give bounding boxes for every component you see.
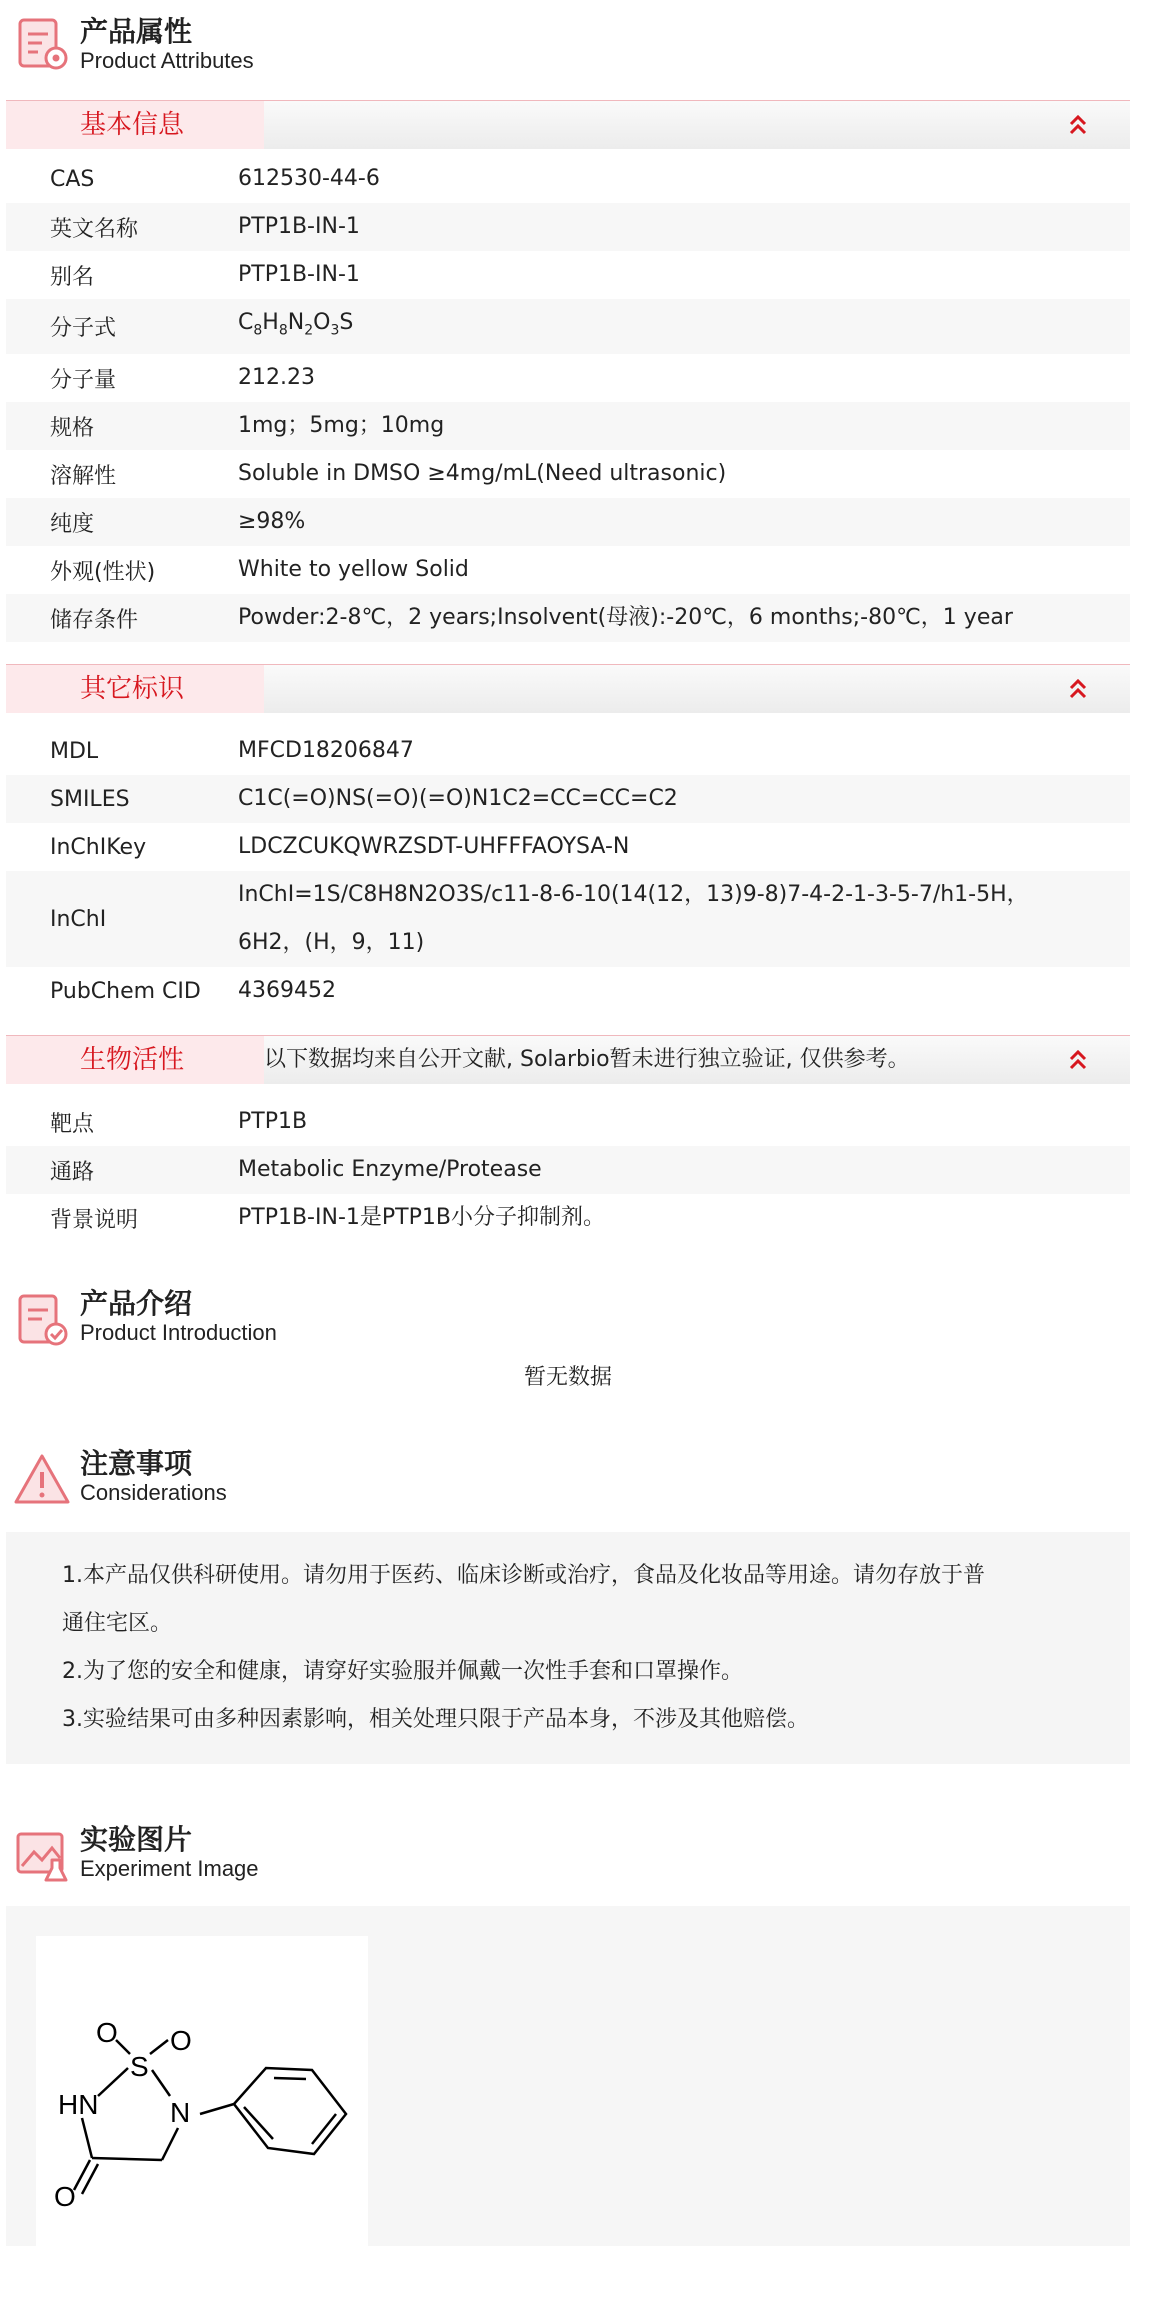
row-value: PTP1B <box>238 1109 308 1135</box>
atom-label-hn: HN <box>58 2089 99 2121</box>
formula-o: O <box>313 310 331 335</box>
table-row <box>6 203 1130 251</box>
experiment-image-card[interactable] <box>36 1936 368 2256</box>
row-key: 溶解性 <box>50 463 117 489</box>
table-row <box>6 727 1130 775</box>
introduction-title-cn: 产品介绍 <box>80 1287 193 1321</box>
basic-info-label: 基本信息 <box>6 101 264 149</box>
formula-n: N <box>287 310 305 335</box>
table-row <box>6 967 1130 1015</box>
row-value: PTP1B-IN-1 <box>238 262 360 287</box>
experiment-title-cn: 实验图片 <box>80 1823 193 1857</box>
row-value: C1C(=O)NS(=O)(=O)N1C2=CC=CC=C2 <box>238 786 678 812</box>
image-flask-icon <box>12 1826 72 1886</box>
row-value: PTP1B-IN-1是PTP1B小分子抑制剂。 <box>238 1205 605 1231</box>
warning-triangle-icon <box>12 1450 72 1510</box>
row-key: MDL <box>50 738 99 764</box>
row-value: 4369452 <box>238 978 336 1004</box>
chemical-structure <box>36 1936 368 2256</box>
table-row <box>6 546 1130 594</box>
row-value: Powder:2-8℃，2 years;Insolvent(母液):-20℃，6 months;-80℃，1 year <box>238 605 1013 631</box>
table-row <box>6 594 1130 642</box>
row-key: CAS <box>50 166 95 192</box>
table-row <box>6 498 1130 546</box>
consideration-item-1-line-2: 通住宅区。 <box>62 1611 173 1637</box>
collapse-chevrons-icon[interactable] <box>1066 113 1090 137</box>
basic-info-table <box>6 155 1130 642</box>
molecular-formula <box>238 299 393 354</box>
row-value: 612530-44-6 <box>238 166 380 191</box>
considerations-box <box>6 1532 1130 1764</box>
row-key: 分子量 <box>50 367 117 393</box>
table-row <box>6 155 1130 203</box>
row-value: 212.23 <box>238 365 315 391</box>
row-value: MFCD18206847 <box>238 738 414 764</box>
table-row <box>6 871 1130 967</box>
row-key: 通路 <box>50 1159 95 1185</box>
row-value: PTP1B-IN-1 <box>238 214 360 239</box>
basic-info-bar <box>6 100 1130 149</box>
row-value: White to yellow Solid <box>238 557 469 583</box>
bio-activity-bar <box>6 1035 1130 1084</box>
row-key: SMILES <box>50 786 130 812</box>
inchi-line-1: InChI=1S/C8H8N2O3S/c11-8-6-10(14(12，13)9-8)7-4-2-1-3-5-7/h1-5H， <box>238 882 1029 908</box>
collapse-chevrons-icon[interactable] <box>1066 1048 1090 1072</box>
attributes-title-cn: 产品属性 <box>80 15 193 48</box>
introduction-title-en: Product Introduction <box>80 1320 277 1346</box>
atom-label-o: O <box>170 2025 192 2057</box>
table-row <box>6 402 1130 450</box>
row-value: Soluble in DMSO ≥4mg/mL(Need ultrasonic) <box>238 461 727 487</box>
attributes-section-header <box>6 0 1130 100</box>
considerations-title-cn: 注意事项 <box>80 1447 193 1481</box>
inchi-line-2: 6H2，(H，9，11) <box>238 930 425 956</box>
other-ids-table <box>6 727 1130 1015</box>
atom-label-s: S <box>130 2051 149 2083</box>
experiment-title-en: Experiment Image <box>80 1856 259 1882</box>
formula-h-count: 8 <box>278 322 288 339</box>
experiment-image-area <box>6 1906 1130 2246</box>
row-key: 外观(性状) <box>50 559 156 585</box>
row-key: 规格 <box>50 415 95 441</box>
row-value: Metabolic Enzyme/Protease <box>238 1157 542 1183</box>
formula-n-count: 2 <box>304 322 314 339</box>
row-value: ≥98% <box>238 509 306 535</box>
row-key: InChIKey <box>50 834 147 860</box>
structure-bonds <box>74 2040 346 2194</box>
table-row <box>6 823 1130 871</box>
formula-h: H <box>262 310 279 335</box>
other-ids-label: 其它标识 <box>6 665 264 713</box>
atom-label-o: O <box>54 2181 76 2213</box>
row-key: 分子式 <box>50 316 117 342</box>
bio-activity-note: 以下数据均来自公开文献, Solarbio暂未进行独立验证, 仅供参考。 <box>264 1047 910 1073</box>
formula-o-count: 3 <box>330 322 340 339</box>
row-key: 背景说明 <box>50 1207 139 1233</box>
formula-c-count: 8 <box>253 322 263 339</box>
considerations-title-en: Considerations <box>80 1480 227 1506</box>
row-value: LDCZCUKQWRZSDT-UHFFFAOYSA-N <box>238 834 630 860</box>
bio-activity-table <box>6 1098 1130 1242</box>
table-row <box>6 1098 1130 1146</box>
collapse-chevrons-icon[interactable] <box>1066 677 1090 701</box>
considerations-section-header <box>6 1440 1130 1520</box>
bio-activity-label: 生物活性 <box>6 1036 264 1084</box>
atom-label-o: O <box>96 2017 118 2049</box>
table-row <box>6 299 1130 354</box>
row-value: 1mg；5mg；10mg <box>238 413 445 439</box>
page <box>6 0 1130 2246</box>
row-key: InChI <box>50 906 107 932</box>
table-row <box>6 354 1130 402</box>
consideration-item-2: 2.为了您的安全和健康，请穿好实验服并佩戴一次性手套和口罩操作。 <box>62 1659 743 1685</box>
attributes-title-en: Product Attributes <box>80 48 254 73</box>
row-key: PubChem CID <box>50 978 201 1004</box>
other-ids-bar <box>6 664 1130 713</box>
introduction-section-header <box>6 1280 1130 1360</box>
row-value <box>238 871 1069 967</box>
row-key: 英文名称 <box>50 216 139 242</box>
formula-c: C <box>238 310 254 335</box>
experiment-section-header <box>6 1816 1130 1896</box>
table-row <box>6 775 1130 823</box>
row-key: 储存条件 <box>50 607 139 633</box>
formula-s: S <box>339 310 354 335</box>
table-row <box>6 251 1130 299</box>
consideration-item-1-line-1: 1.本产品仅供科研使用。请勿用于医药、临床诊断或治疗，食品及化妆品等用途。请勿存放于普 <box>62 1563 985 1589</box>
document-gear-icon <box>12 14 72 74</box>
table-row <box>6 1146 1130 1194</box>
row-key: 别名 <box>50 264 95 290</box>
table-row <box>6 1194 1130 1242</box>
consideration-item-3: 3.实验结果可由多种因素影响，相关处理只限于产品本身，不涉及其他赔偿。 <box>62 1707 809 1733</box>
introduction-empty-text: 暂无数据 <box>523 1365 612 1391</box>
document-check-icon <box>12 1290 72 1350</box>
row-key: 靶点 <box>50 1111 95 1137</box>
table-row <box>6 450 1130 498</box>
atom-label-n: N <box>170 2097 191 2129</box>
row-key: 纯度 <box>50 511 95 537</box>
